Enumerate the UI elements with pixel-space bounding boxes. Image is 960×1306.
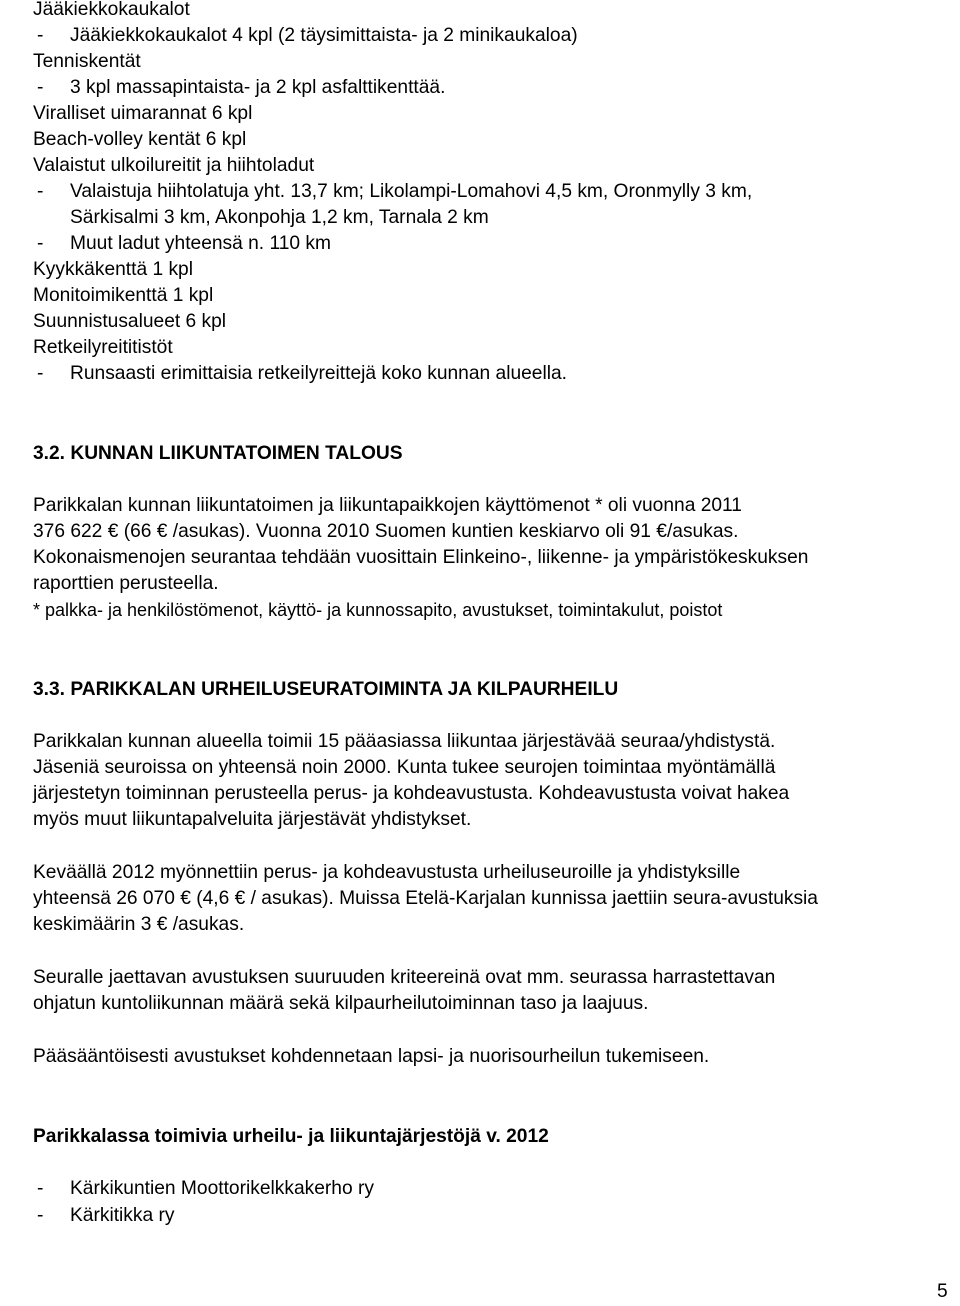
- footnote: * palkka- ja henkilöstömenot, käyttö- ja kunnossapito, avustukset, toimintakulut, poistot: [33, 600, 723, 620]
- list-heading: Beach-volley kentät 6 kpl: [33, 129, 247, 150]
- section-heading: Parikkalassa toimivia urheilu- ja liikuntajärjestöjä v. 2012: [33, 1126, 549, 1147]
- paragraph-line: myös muut liikuntapalveluita järjestävät yhdistykset.: [33, 809, 472, 830]
- list-heading: Viralliset uimarannat 6 kpl: [33, 103, 253, 124]
- list-heading: Suunnistusalueet 6 kpl: [33, 311, 227, 332]
- list-item-continuation: Särkisalmi 3 km, Akonpohja 1,2 km, Tarnala 2 km: [70, 207, 489, 228]
- paragraph-line: Parikkalan kunnan alueella toimii 15 pääasiassa liikuntaa järjestävää seuraa/yhdistystä.: [33, 731, 776, 752]
- list-heading: Jääkiekkokaukalot: [33, 0, 190, 20]
- section-heading: 3.3. PARIKKALAN URHEILUSEURATOIMINTA JA KILPAURHEILU: [33, 679, 619, 700]
- paragraph-line: Kokonaismenojen seurantaa tehdään vuosittain Elinkeino-, liikenne- ja ympäristökeskuksen: [33, 547, 809, 568]
- list-item: 3 kpl massapintaista- ja 2 kpl asfalttikenttää.: [70, 77, 446, 98]
- list-item: Valaistuja hiihtolatuja yht. 13,7 km; Likolampi-Lomahovi 4,5 km, Oronmylly 3 km,: [70, 181, 753, 202]
- list-heading: Kyykkäkenttä 1 kpl: [33, 259, 193, 280]
- list-item: Muut ladut yhteensä n. 110 km: [70, 233, 331, 254]
- dash-bullet: -: [37, 181, 44, 202]
- dash-bullet: -: [37, 1205, 44, 1226]
- paragraph-line: yhteensä 26 070 € (4,6 € / asukas). Muissa Etelä-Karjalan kunnissa jaettiin seura-avustuksia: [33, 888, 818, 909]
- paragraph-line: Pääsääntöisesti avustukset kohdennetaan lapsi- ja nuorisourheilun tukemiseen.: [33, 1046, 710, 1067]
- dash-bullet: -: [37, 77, 44, 98]
- paragraph-line: Seuralle jaettavan avustuksen suuruuden kriteereinä ovat mm. seurassa harrastettavan: [33, 967, 776, 988]
- paragraph-line: Parikkalan kunnan liikuntatoimen ja liikuntapaikkojen käyttömenot * oli vuonna 2011: [33, 495, 742, 516]
- list-item: Kärkitikka ry: [70, 1205, 175, 1226]
- dash-bullet: -: [37, 233, 44, 254]
- list-item: Jääkiekkokaukalot 4 kpl (2 täysimittaista- ja 2 minikaukaloa): [70, 25, 578, 46]
- paragraph-line: Keväällä 2012 myönnettiin perus- ja kohdeavustusta urheiluseuroille ja yhdistyksille: [33, 862, 741, 883]
- dash-bullet: -: [37, 363, 44, 384]
- paragraph-line: Jäseniä seuroissa on yhteensä noin 2000. Kunta tukee seurojen toimintaa myöntämällä: [33, 757, 776, 778]
- dash-bullet: -: [37, 1178, 44, 1199]
- list-heading: Valaistut ulkoilureitit ja hiihtoladut: [33, 155, 315, 176]
- paragraph-line: järjestetyn toiminnan perusteella perus- ja kohdeavustusta. Kohdeavustusta voivat hakea: [33, 783, 790, 804]
- paragraph-line: 376 622 € (66 € /asukas). Vuonna 2010 Suomen kuntien keskiarvo oli 91 €/asukas.: [33, 521, 739, 542]
- section-heading: 3.2. KUNNAN LIIKUNTATOIMEN TALOUS: [33, 443, 403, 464]
- dash-bullet: -: [37, 25, 44, 46]
- list-heading: Monitoimikenttä 1 kpl: [33, 285, 214, 306]
- paragraph-line: keskimäärin 3 € /asukas.: [33, 914, 245, 935]
- paragraph-line: ohjatun kuntoliikunnan määrä sekä kilpaurheilutoiminnan taso ja laajuus.: [33, 993, 649, 1014]
- list-heading: Retkeilyreititistöt: [33, 337, 173, 358]
- list-item: Kärkikuntien Moottorikelkkakerho ry: [70, 1178, 374, 1199]
- list-item: Runsaasti erimittaisia retkeilyreittejä koko kunnan alueella.: [70, 363, 567, 384]
- list-heading: Tenniskentät: [33, 51, 141, 72]
- paragraph-line: raporttien perusteella.: [33, 573, 219, 594]
- page-number: 5: [937, 1281, 948, 1302]
